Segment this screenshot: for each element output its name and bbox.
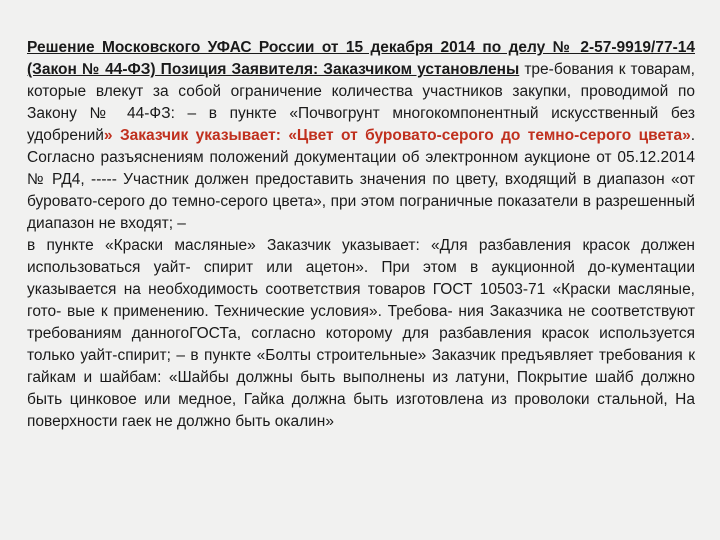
paragraph-main xyxy=(27,37,695,235)
applicant-position-label: Позиция Заявителя: Заказчиком установлены xyxy=(155,61,520,78)
paints-bolts-text: в пункте «Краски масляные» Заказчик указывает: «Для разбавления красок должен использоваться уайт- спирит или ацетон». При этом в аукционной до-кументации указывается на необходимость соответствия товаров ГОСТ 10503-71 «Краски масляные, гото- вые к применению. Технические условия». Требова- ния Заказчика не соответствуют требованиям данногоГОСТа, согласно которому для разбавления красок используется только уайт-спирит; – в пункте «Болты строительные» Заказчик предъявляет требования к гайкам и шайбам: «Шайбы должны быть выполнены из латуни, Покрытие шайб должно быть цинковое или медное, Гайка должна быть изготовлена из проволоки стальной, На поверхности гаек не должно быть окалин» xyxy=(27,237,695,430)
clarification-text: . Согласно разъяснениям положений документации об электронном аукционе от 05.12.2014 № РД4, ----- Участник должен предоставить значения по цвету, входящий в диапазон «от буровато-серого до темно-серого цвета», при этом пограничные показатели в разрешенный диапазон не входят; – xyxy=(27,127,695,232)
document-body xyxy=(27,37,695,433)
requirements-text: тре-бования к товарам, которые влекут за собой ограничение количества участников закупки, проводимой по Закону № 44-ФЗ: – в пункте «Почвогрунт многокомпонентный искусственный без удобрений xyxy=(27,61,695,144)
paragraph-paints xyxy=(27,235,695,433)
decision-heading: Решение Московского УФАС России от 15 декабря 2014 по делу № 2-57-9919/77-14 (Закон № 44-ФЗ) xyxy=(27,39,695,78)
color-requirement-quote: » Заказчик указывает: «Цвет от буровато-серого до темно-серого цвета» xyxy=(103,127,691,144)
